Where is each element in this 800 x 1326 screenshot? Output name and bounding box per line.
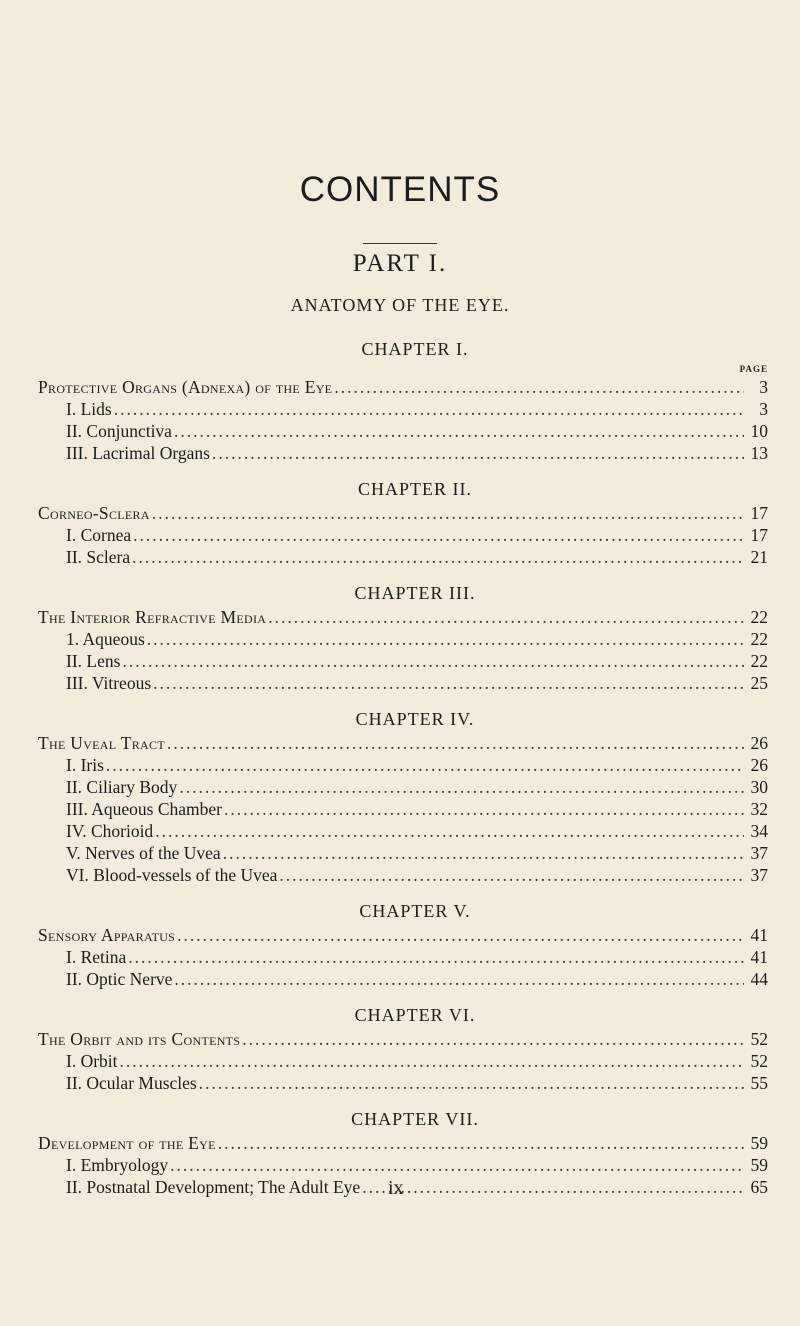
chapter-4: [38, 706, 768, 886]
entry-label: II. Ocular Muscles: [66, 1073, 197, 1093]
page-number: 44: [750, 969, 768, 989]
toc-sub-entry: [38, 1072, 768, 1094]
page-number: 17: [750, 525, 768, 545]
dot-leader: [334, 376, 744, 398]
dot-leader: [114, 398, 744, 420]
toc-sub-entry: [38, 842, 768, 864]
page-number: 34: [750, 821, 768, 841]
toc-sub-entry: [38, 798, 768, 820]
entry-label: III. Vitreous: [66, 673, 152, 693]
page-number: 65: [750, 1177, 768, 1197]
page-number: 30: [750, 777, 768, 797]
toc-main-entry: [38, 924, 768, 946]
dot-leader: [212, 442, 744, 464]
dot-leader: [170, 1154, 744, 1176]
toc-main-entry: [38, 376, 768, 398]
toc-sub-entry: [38, 650, 768, 672]
entry-label: II. Sclera: [66, 547, 131, 567]
entry-label: IV. Chorioid: [66, 821, 154, 841]
toc-sub-entry: [38, 968, 768, 990]
title-divider: [363, 243, 437, 244]
toc-sub-entry: [38, 820, 768, 842]
page-number: 17: [750, 503, 768, 523]
page-folio: ix: [388, 1177, 404, 1199]
toc-main-entry: [38, 1028, 768, 1050]
dot-leader: [106, 754, 744, 776]
page-number: 26: [750, 755, 768, 775]
entry-label: 1. Aqueous: [66, 629, 145, 649]
chapter-heading: CHAPTER VI.: [354, 1005, 476, 1025]
entry-label: VI. Blood-vessels of the Uvea: [66, 865, 278, 885]
page-number: 37: [750, 843, 768, 863]
chapter-1: [38, 336, 768, 464]
page-column-label: PAGE: [739, 364, 768, 374]
chapter-6: [38, 1002, 768, 1094]
toc-sub-entry: [38, 864, 768, 886]
page-number: 55: [750, 1073, 768, 1093]
entry-label: I. Lids: [66, 399, 112, 419]
dot-leader: [174, 420, 744, 442]
toc-sub-entry: [38, 754, 768, 776]
page-number: 52: [750, 1051, 768, 1071]
page-number: 13: [750, 443, 768, 463]
page-number: 3: [759, 377, 768, 397]
dot-leader: [279, 864, 744, 886]
entry-label: II. Ciliary Body: [66, 777, 178, 797]
dot-leader: [128, 946, 744, 968]
toc-sub-entry: [38, 398, 768, 420]
entry-label: I. Embryology: [66, 1155, 169, 1175]
dot-leader: [132, 546, 744, 568]
chapter-heading: CHAPTER VII.: [351, 1109, 479, 1129]
chapter-heading: CHAPTER IV.: [355, 709, 475, 729]
entry-label: The Uveal Tract: [38, 733, 165, 753]
entry-label: Corneo-Sclera: [38, 503, 150, 523]
page-number: 22: [750, 651, 768, 671]
part-subtitle: ANATOMY OF THE EYE.: [290, 295, 510, 315]
entry-label: I. Iris: [66, 755, 104, 775]
toc-main-entry: [38, 1132, 768, 1154]
toc-sub-entry: [38, 1050, 768, 1072]
dot-leader: [167, 732, 744, 754]
dot-leader: [177, 924, 744, 946]
entry-label: I. Retina: [66, 947, 127, 967]
dot-leader: [268, 606, 744, 628]
page-number: 26: [750, 733, 768, 753]
page-number: 41: [750, 947, 768, 967]
page-number: 32: [750, 799, 768, 819]
dot-leader: [362, 1176, 744, 1198]
entry-label: The Orbit and its Contents: [38, 1029, 241, 1049]
toc-sub-entry: [38, 628, 768, 650]
chapter-heading: CHAPTER II.: [358, 479, 472, 499]
entry-label: I. Orbit: [66, 1051, 118, 1071]
dot-leader: [224, 798, 744, 820]
dot-leader: [133, 524, 744, 546]
dot-leader: [122, 650, 744, 672]
toc-sub-entry: [38, 546, 768, 568]
page-number: 21: [750, 547, 768, 567]
toc-main-entry: [38, 732, 768, 754]
page-number: 59: [750, 1155, 768, 1175]
entry-label: I. Cornea: [66, 525, 132, 545]
page-number: 10: [750, 421, 768, 441]
chapter-heading: CHAPTER III.: [354, 583, 476, 603]
dot-leader: [120, 1050, 744, 1072]
dot-leader: [153, 672, 744, 694]
entry-label: The Interior Refractive Media: [38, 607, 267, 627]
page-number: 22: [750, 629, 768, 649]
entry-label: III. Aqueous Chamber: [66, 799, 223, 819]
chapter-3: [38, 580, 768, 694]
entry-label: Development of the Eye: [38, 1133, 216, 1153]
page-number: 3: [759, 399, 768, 419]
page-number: 59: [750, 1133, 768, 1153]
chapter-5: [38, 898, 768, 990]
dot-leader: [155, 820, 744, 842]
toc-main-entry: [38, 502, 768, 524]
toc-sub-entry: [38, 1154, 768, 1176]
entry-label: Protective Organs (Adnexa) of the Eye: [38, 377, 333, 397]
chapter-2: [38, 476, 768, 568]
page-number: 22: [750, 607, 768, 627]
toc-sub-entry: [38, 524, 768, 546]
page-number: 52: [750, 1029, 768, 1049]
table-of-contents: [38, 336, 768, 1210]
page-number: 37: [750, 865, 768, 885]
dot-leader: [147, 628, 744, 650]
entry-label: III. Lacrimal Organs: [66, 443, 210, 463]
entry-label: II. Optic Nerve: [66, 969, 173, 989]
contents-title: CONTENTS: [299, 170, 501, 209]
toc-main-entry: [38, 606, 768, 628]
part-title: PART I.: [352, 250, 448, 277]
entry-label: II. Postnatal Development; The Adult Eye: [66, 1177, 361, 1197]
toc-sub-entry: [38, 946, 768, 968]
entry-label: Sensory Apparatus: [38, 925, 176, 945]
page-number: 41: [750, 925, 768, 945]
dot-leader: [152, 502, 744, 524]
entry-label: II. Lens: [66, 651, 121, 671]
dot-leader: [174, 968, 744, 990]
dot-leader: [242, 1028, 744, 1050]
chapter-heading: CHAPTER V.: [359, 901, 471, 921]
page-number: 25: [750, 673, 768, 693]
entry-label: V. Nerves of the Uvea: [66, 843, 221, 863]
toc-sub-entry: [38, 420, 768, 442]
dot-leader: [223, 842, 744, 864]
entry-label: II. Conjunctiva: [66, 421, 172, 441]
dot-leader: [179, 776, 744, 798]
chapter-heading: CHAPTER I.: [361, 339, 469, 359]
dot-leader: [199, 1072, 744, 1094]
toc-sub-entry: [38, 776, 768, 798]
toc-sub-entry: [38, 442, 768, 464]
dot-leader: [218, 1132, 744, 1154]
toc-sub-entry: [38, 672, 768, 694]
